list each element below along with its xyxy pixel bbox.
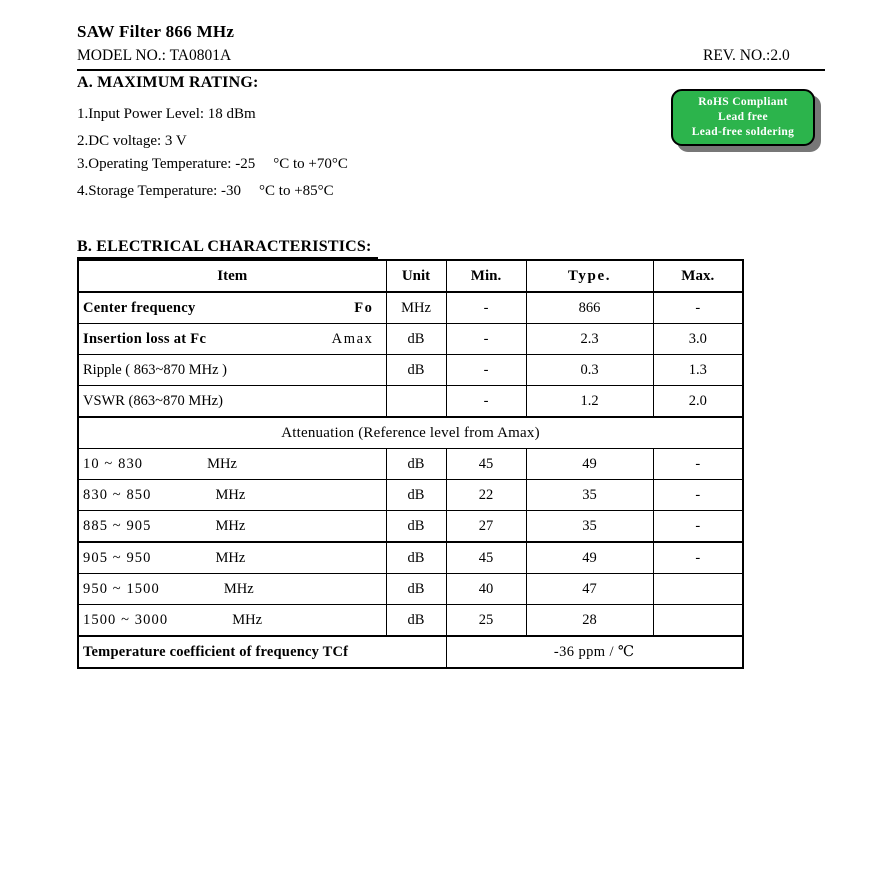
row-label-vswr: VSWR (863~870 MHz) bbox=[78, 386, 386, 418]
column-header-unit: Unit bbox=[386, 260, 446, 292]
column-header-typ: Type. bbox=[526, 260, 653, 292]
cell-unit: dB bbox=[386, 511, 446, 543]
cell-unit: dB bbox=[386, 574, 446, 605]
cell-unit: dB bbox=[386, 449, 446, 480]
rating-item-operating-temperature bbox=[77, 156, 348, 173]
cell-max: - bbox=[653, 511, 743, 543]
table-row bbox=[78, 324, 743, 355]
cell-typ: 35 bbox=[526, 480, 653, 511]
item-label: Center frequency bbox=[83, 299, 196, 316]
cell-unit: MHz bbox=[386, 292, 446, 324]
cell-unit: dB bbox=[386, 480, 446, 511]
cell-typ: 28 bbox=[526, 605, 653, 637]
rohs-badge-body bbox=[671, 89, 815, 146]
row-label-attenuation-band bbox=[78, 449, 386, 480]
rating-item-input-power: 1.Input Power Level: 18 dBm bbox=[77, 106, 256, 122]
cell-min: - bbox=[446, 355, 526, 386]
item-symbol: Fo bbox=[354, 299, 374, 316]
cell-min: 22 bbox=[446, 480, 526, 511]
page-title: SAW Filter 866 MHz bbox=[77, 22, 235, 41]
cell-typ: 2.3 bbox=[526, 324, 653, 355]
cell-unit: dB bbox=[386, 605, 446, 637]
cell-max: - bbox=[653, 480, 743, 511]
column-header-min: Min. bbox=[446, 260, 526, 292]
cell-typ: 0.3 bbox=[526, 355, 653, 386]
cell-max: 3.0 bbox=[653, 324, 743, 355]
rohs-compliance-badge bbox=[671, 89, 821, 152]
cell-unit: dB bbox=[386, 355, 446, 386]
band-range: 1500 ~ 3000 bbox=[83, 611, 169, 628]
operating-temp-prefix: 3.Operating Temperature: -25 bbox=[77, 156, 256, 172]
cell-max: - bbox=[653, 542, 743, 574]
row-label-attenuation-band bbox=[78, 511, 386, 543]
cell-min: - bbox=[446, 386, 526, 418]
cell-typ: 49 bbox=[526, 542, 653, 574]
storage-temp-suffix: °C to +85°C bbox=[259, 183, 334, 199]
cell-typ: 1.2 bbox=[526, 386, 653, 418]
rating-item-storage-temperature bbox=[77, 183, 334, 200]
model-number: MODEL NO.: TA0801A bbox=[77, 47, 232, 64]
cell-unit: dB bbox=[386, 542, 446, 574]
cell-max: 1.3 bbox=[653, 355, 743, 386]
storage-temp-prefix: 4.Storage Temperature: -30 bbox=[77, 183, 242, 199]
item-label: Insertion loss at Fc bbox=[83, 330, 207, 347]
cell-max: - bbox=[653, 292, 743, 324]
operating-temp-suffix: °C to +70°C bbox=[273, 156, 348, 172]
band-range: 885 ~ 905 bbox=[83, 517, 152, 534]
cell-min: 45 bbox=[446, 449, 526, 480]
band-range: 10 ~ 830 bbox=[83, 455, 144, 472]
cell-min: - bbox=[446, 324, 526, 355]
electrical-characteristics-table bbox=[77, 259, 744, 669]
row-label-center-frequency bbox=[78, 292, 386, 324]
cell-min: - bbox=[446, 292, 526, 324]
band-unit: MHz bbox=[215, 486, 246, 503]
header-divider bbox=[77, 69, 825, 71]
cell-min: 45 bbox=[446, 542, 526, 574]
rohs-line-3: Lead-free soldering bbox=[691, 125, 795, 138]
band-range: 905 ~ 950 bbox=[83, 549, 152, 566]
band-range: 830 ~ 850 bbox=[83, 486, 152, 503]
band-unit: MHz bbox=[223, 580, 254, 597]
band-range: 950 ~ 1500 bbox=[83, 580, 160, 597]
rohs-line-2: Lead free bbox=[718, 111, 768, 124]
cell-unit bbox=[386, 386, 446, 418]
row-label-attenuation-band bbox=[78, 605, 386, 637]
section-a-heading: A. MAXIMUM RATING: bbox=[77, 74, 259, 91]
row-label-attenuation-band bbox=[78, 574, 386, 605]
rohs-line-1: RoHS Compliant bbox=[698, 96, 788, 109]
item-symbol: Amax bbox=[331, 330, 374, 347]
cell-typ: 47 bbox=[526, 574, 653, 605]
attenuation-section-header: Attenuation (Reference level from Amax) bbox=[78, 417, 743, 449]
row-label-attenuation-band bbox=[78, 542, 386, 574]
section-b-heading: B. ELECTRICAL CHARACTERISTICS: bbox=[77, 238, 378, 259]
table-row bbox=[78, 605, 743, 637]
table-header-row bbox=[78, 260, 743, 292]
cell-min: 27 bbox=[446, 511, 526, 543]
cell-max bbox=[653, 605, 743, 637]
rating-item-dc-voltage: 2.DC voltage: 3 V bbox=[77, 133, 187, 149]
attenuation-section-header-row bbox=[78, 417, 743, 449]
cell-typ: 49 bbox=[526, 449, 653, 480]
cell-min: 25 bbox=[446, 605, 526, 637]
cell-max: 2.0 bbox=[653, 386, 743, 418]
row-label-temperature-coefficient: Temperature coefficient of frequency TCf bbox=[78, 636, 446, 668]
table-row bbox=[78, 511, 743, 543]
cell-min: 40 bbox=[446, 574, 526, 605]
column-header-max: Max. bbox=[653, 260, 743, 292]
row-label-ripple: Ripple ( 863~870 MHz ) bbox=[78, 355, 386, 386]
column-header-item: Item bbox=[78, 260, 386, 292]
band-unit: MHz bbox=[215, 517, 246, 534]
cell-typ: 866 bbox=[526, 292, 653, 324]
tcf-row bbox=[78, 636, 743, 668]
table-row bbox=[78, 542, 743, 574]
band-unit: MHz bbox=[207, 455, 237, 472]
row-label-attenuation-band bbox=[78, 480, 386, 511]
table-row bbox=[78, 355, 743, 386]
cell-max bbox=[653, 574, 743, 605]
band-unit: MHz bbox=[232, 611, 263, 628]
band-unit: MHz bbox=[215, 549, 246, 566]
table-row bbox=[78, 292, 743, 324]
cell-typ: 35 bbox=[526, 511, 653, 543]
row-label-insertion-loss bbox=[78, 324, 386, 355]
cell-max: - bbox=[653, 449, 743, 480]
table-row bbox=[78, 386, 743, 418]
revision-number: REV. NO.:2.0 bbox=[703, 47, 790, 64]
table-row bbox=[78, 480, 743, 511]
table-row bbox=[78, 449, 743, 480]
table-row bbox=[78, 574, 743, 605]
cell-tcf-value: -36 ppm / ℃ bbox=[446, 636, 743, 668]
cell-unit: dB bbox=[386, 324, 446, 355]
